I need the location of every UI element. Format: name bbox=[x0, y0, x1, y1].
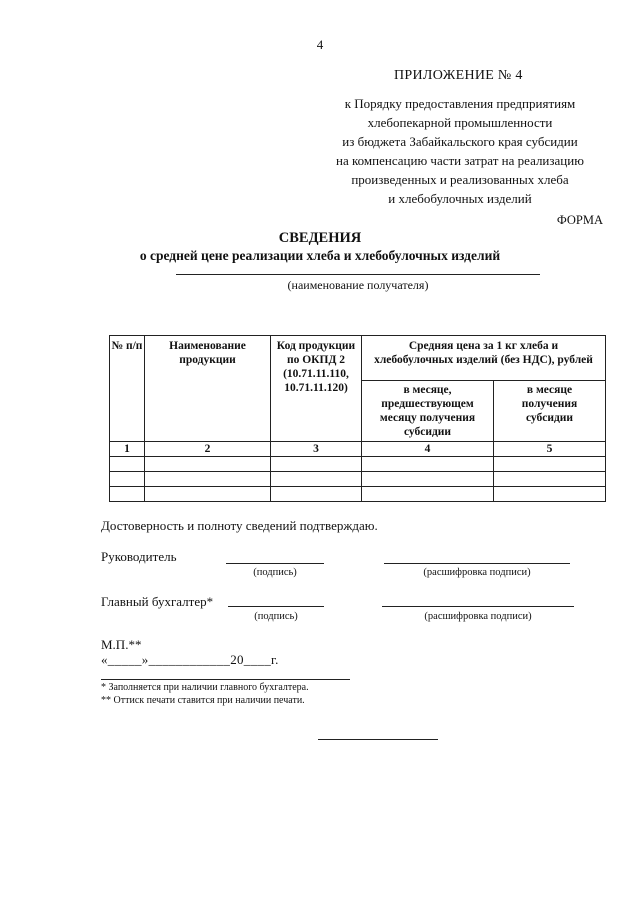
appendix-line: к Порядку предоставления предприятиям bbox=[344, 96, 576, 111]
accountant-signature-line[interactable] bbox=[228, 606, 324, 607]
document-title: СВЕДЕНИЯ bbox=[278, 230, 362, 246]
accountant-signature-caption: (подпись) bbox=[254, 611, 298, 622]
end-separator bbox=[318, 739, 438, 740]
appendix-line: на компенсацию части затрат на реализацию bbox=[336, 153, 584, 168]
stamp-label: М.П.** bbox=[101, 637, 142, 652]
accountant-decode-line[interactable] bbox=[382, 606, 574, 607]
column-number-cell: 5 bbox=[494, 442, 606, 457]
table-row bbox=[110, 487, 606, 502]
recipient-name-line bbox=[176, 274, 540, 275]
head-signature-caption: (подпись) bbox=[253, 567, 297, 578]
footnote-separator bbox=[101, 679, 350, 680]
table-row bbox=[110, 472, 606, 487]
header-number: № п/п bbox=[110, 336, 145, 442]
page-number: 4 bbox=[316, 37, 324, 52]
appendix-line: хлебопекарной промышленности bbox=[367, 115, 553, 130]
appendix-line: произведенных и реализованных хлеба bbox=[351, 172, 569, 187]
footnote: ** Оттиск печати ставится при наличии печати. bbox=[101, 695, 305, 706]
head-label: Руководитель bbox=[101, 549, 177, 564]
header-current-month: в месяце получения субсидии bbox=[494, 381, 606, 442]
appendix-title: ПРИЛОЖЕНИЕ № 4 bbox=[394, 68, 523, 83]
appendix-line: и хлебобулочных изделий bbox=[388, 191, 532, 206]
recipient-caption: (наименование получателя) bbox=[287, 278, 429, 292]
date-line[interactable]: «_____»____________20____г. bbox=[101, 652, 279, 667]
header-product-code: Код продукции по ОКПД 2 (10.71.11.110, 10.71.11.120) bbox=[271, 336, 362, 442]
appendix-reference bbox=[300, 94, 620, 208]
column-number-cell: 4 bbox=[362, 442, 494, 457]
table-row bbox=[110, 457, 606, 472]
price-table bbox=[109, 335, 606, 502]
appendix-line: из бюджета Забайкальского края субсидии bbox=[342, 134, 578, 149]
head-signature-line[interactable] bbox=[226, 563, 324, 564]
accountant-label: Главный бухгалтер* bbox=[101, 594, 214, 609]
document-subtitle: о средней цене реализации хлеба и хлебобулочных изделий bbox=[139, 248, 501, 263]
column-number-cell: 3 bbox=[271, 442, 362, 457]
column-number-cell: 1 bbox=[110, 442, 145, 457]
head-decode-caption: (расшифровка подписи) bbox=[423, 567, 531, 578]
header-product-name: Наименование продукции bbox=[145, 336, 271, 442]
head-decode-line[interactable] bbox=[384, 563, 570, 564]
confirmation-text: Достоверность и полноту сведений подтверждаю. bbox=[101, 518, 378, 533]
footnote: * Заполняется при наличии главного бухгалтера. bbox=[101, 682, 309, 693]
header-previous-month: в месяце, предшествующем месяцу получения субсидии bbox=[362, 381, 494, 442]
form-label: ФОРМА bbox=[556, 213, 603, 227]
header-average-price: Средняя цена за 1 кг хлеба и хлебобулочных изделий (без НДС), рублей bbox=[362, 336, 606, 381]
accountant-decode-caption: (расшифровка подписи) bbox=[424, 611, 532, 622]
column-number-cell: 2 bbox=[145, 442, 271, 457]
